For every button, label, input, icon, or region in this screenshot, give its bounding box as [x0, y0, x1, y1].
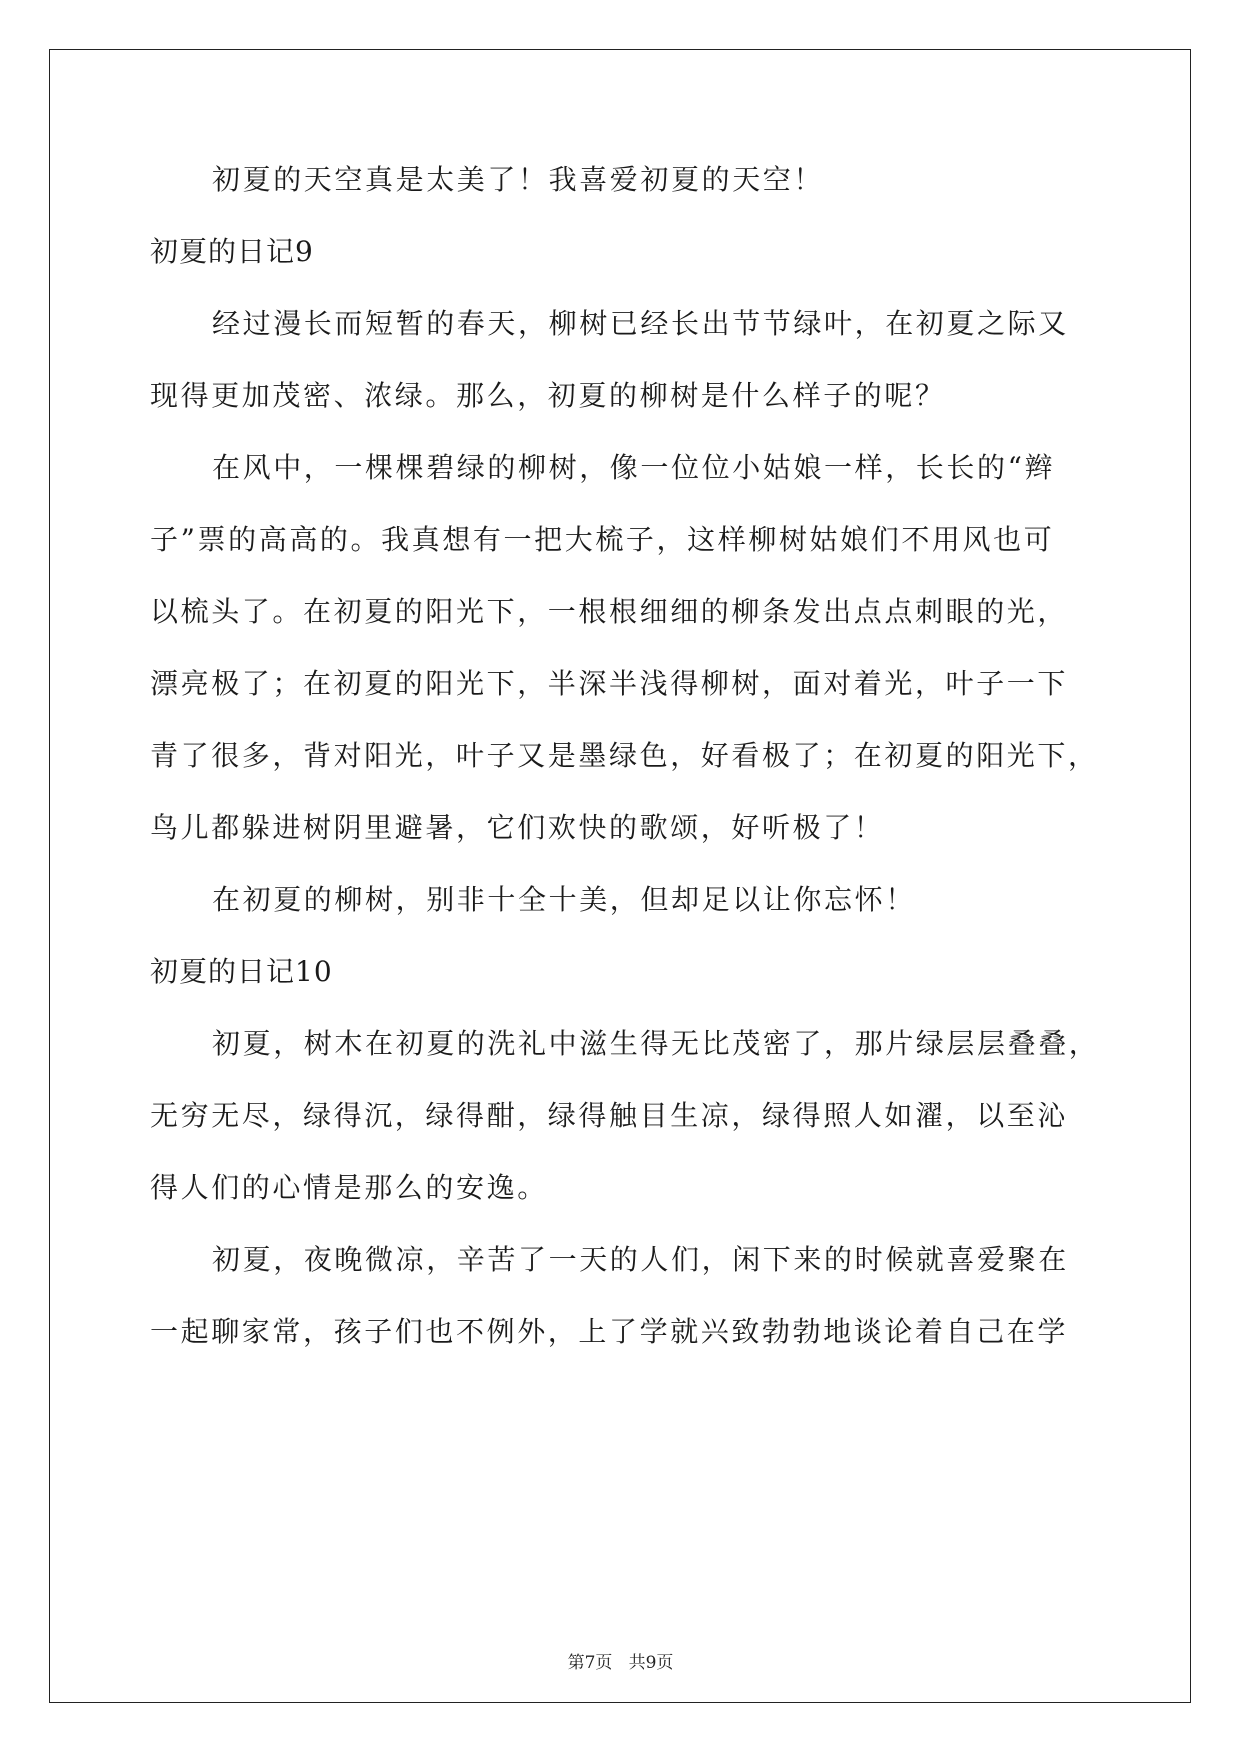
paragraph-line: 得人们的心情是那么的安逸。 [150, 1171, 548, 1204]
page-number-footer: 第7页 共9页 [567, 1653, 674, 1673]
paragraph-line: 以梳头了。在初夏的阳光下，一根根细细的柳条发出点点刺眼的光， [150, 595, 1069, 628]
paragraph-line: 初夏，夜晚微凉，辛苦了一天的人们，闲下来的时候就喜爱聚在 [212, 1243, 1069, 1276]
section-heading: 初夏的日记9 [150, 235, 314, 268]
section-heading: 初夏的日记10 [150, 955, 333, 988]
paragraph-line: 在初夏的柳树，别非十全十美，但却足以让你忘怀！ [212, 883, 916, 916]
paragraph-line: 初夏的天空真是太美了！我喜爱初夏的天空！ [212, 163, 825, 196]
paragraph-line: 子”票的高高的。我真想有一把大梳子，这样柳树姑娘们不用风也可 [150, 523, 1055, 556]
paragraph-line: 青了很多，背对阳光，叶子又是墨绿色，好看极了；在初夏的阳光下， [150, 739, 1099, 772]
paragraph-line: 现得更加茂密、浓绿。那么，初夏的柳树是什么样子的呢？ [150, 379, 946, 412]
paragraph-line: 初夏，树木在初夏的洗礼中滋生得无比茂密了，那片绿层层叠叠， [212, 1027, 1100, 1060]
paragraph-line: 漂亮极了；在初夏的阳光下，半深半浅得柳树，面对着光，叶子一下 [150, 667, 1069, 700]
paragraph-line: 一起聊家常，孩子们也不例外，上了学就兴致勃勃地谈论着自己在学 [150, 1315, 1069, 1348]
paragraph-line: 无穷无尽，绿得沉，绿得酣，绿得触目生凉，绿得照人如濯，以至沁 [150, 1099, 1069, 1132]
paragraph-line: 在风中，一棵棵碧绿的柳树，像一位位小姑娘一样，长长的“辫 [212, 451, 1056, 484]
page-border [49, 49, 1191, 1703]
paragraph-line: 鸟儿都躲进树阴里避暑，它们欢快的歌颂，好听极了！ [150, 811, 885, 844]
paragraph-line: 经过漫长而短暂的春天，柳树已经长出节节绿叶，在初夏之际又 [212, 307, 1069, 340]
